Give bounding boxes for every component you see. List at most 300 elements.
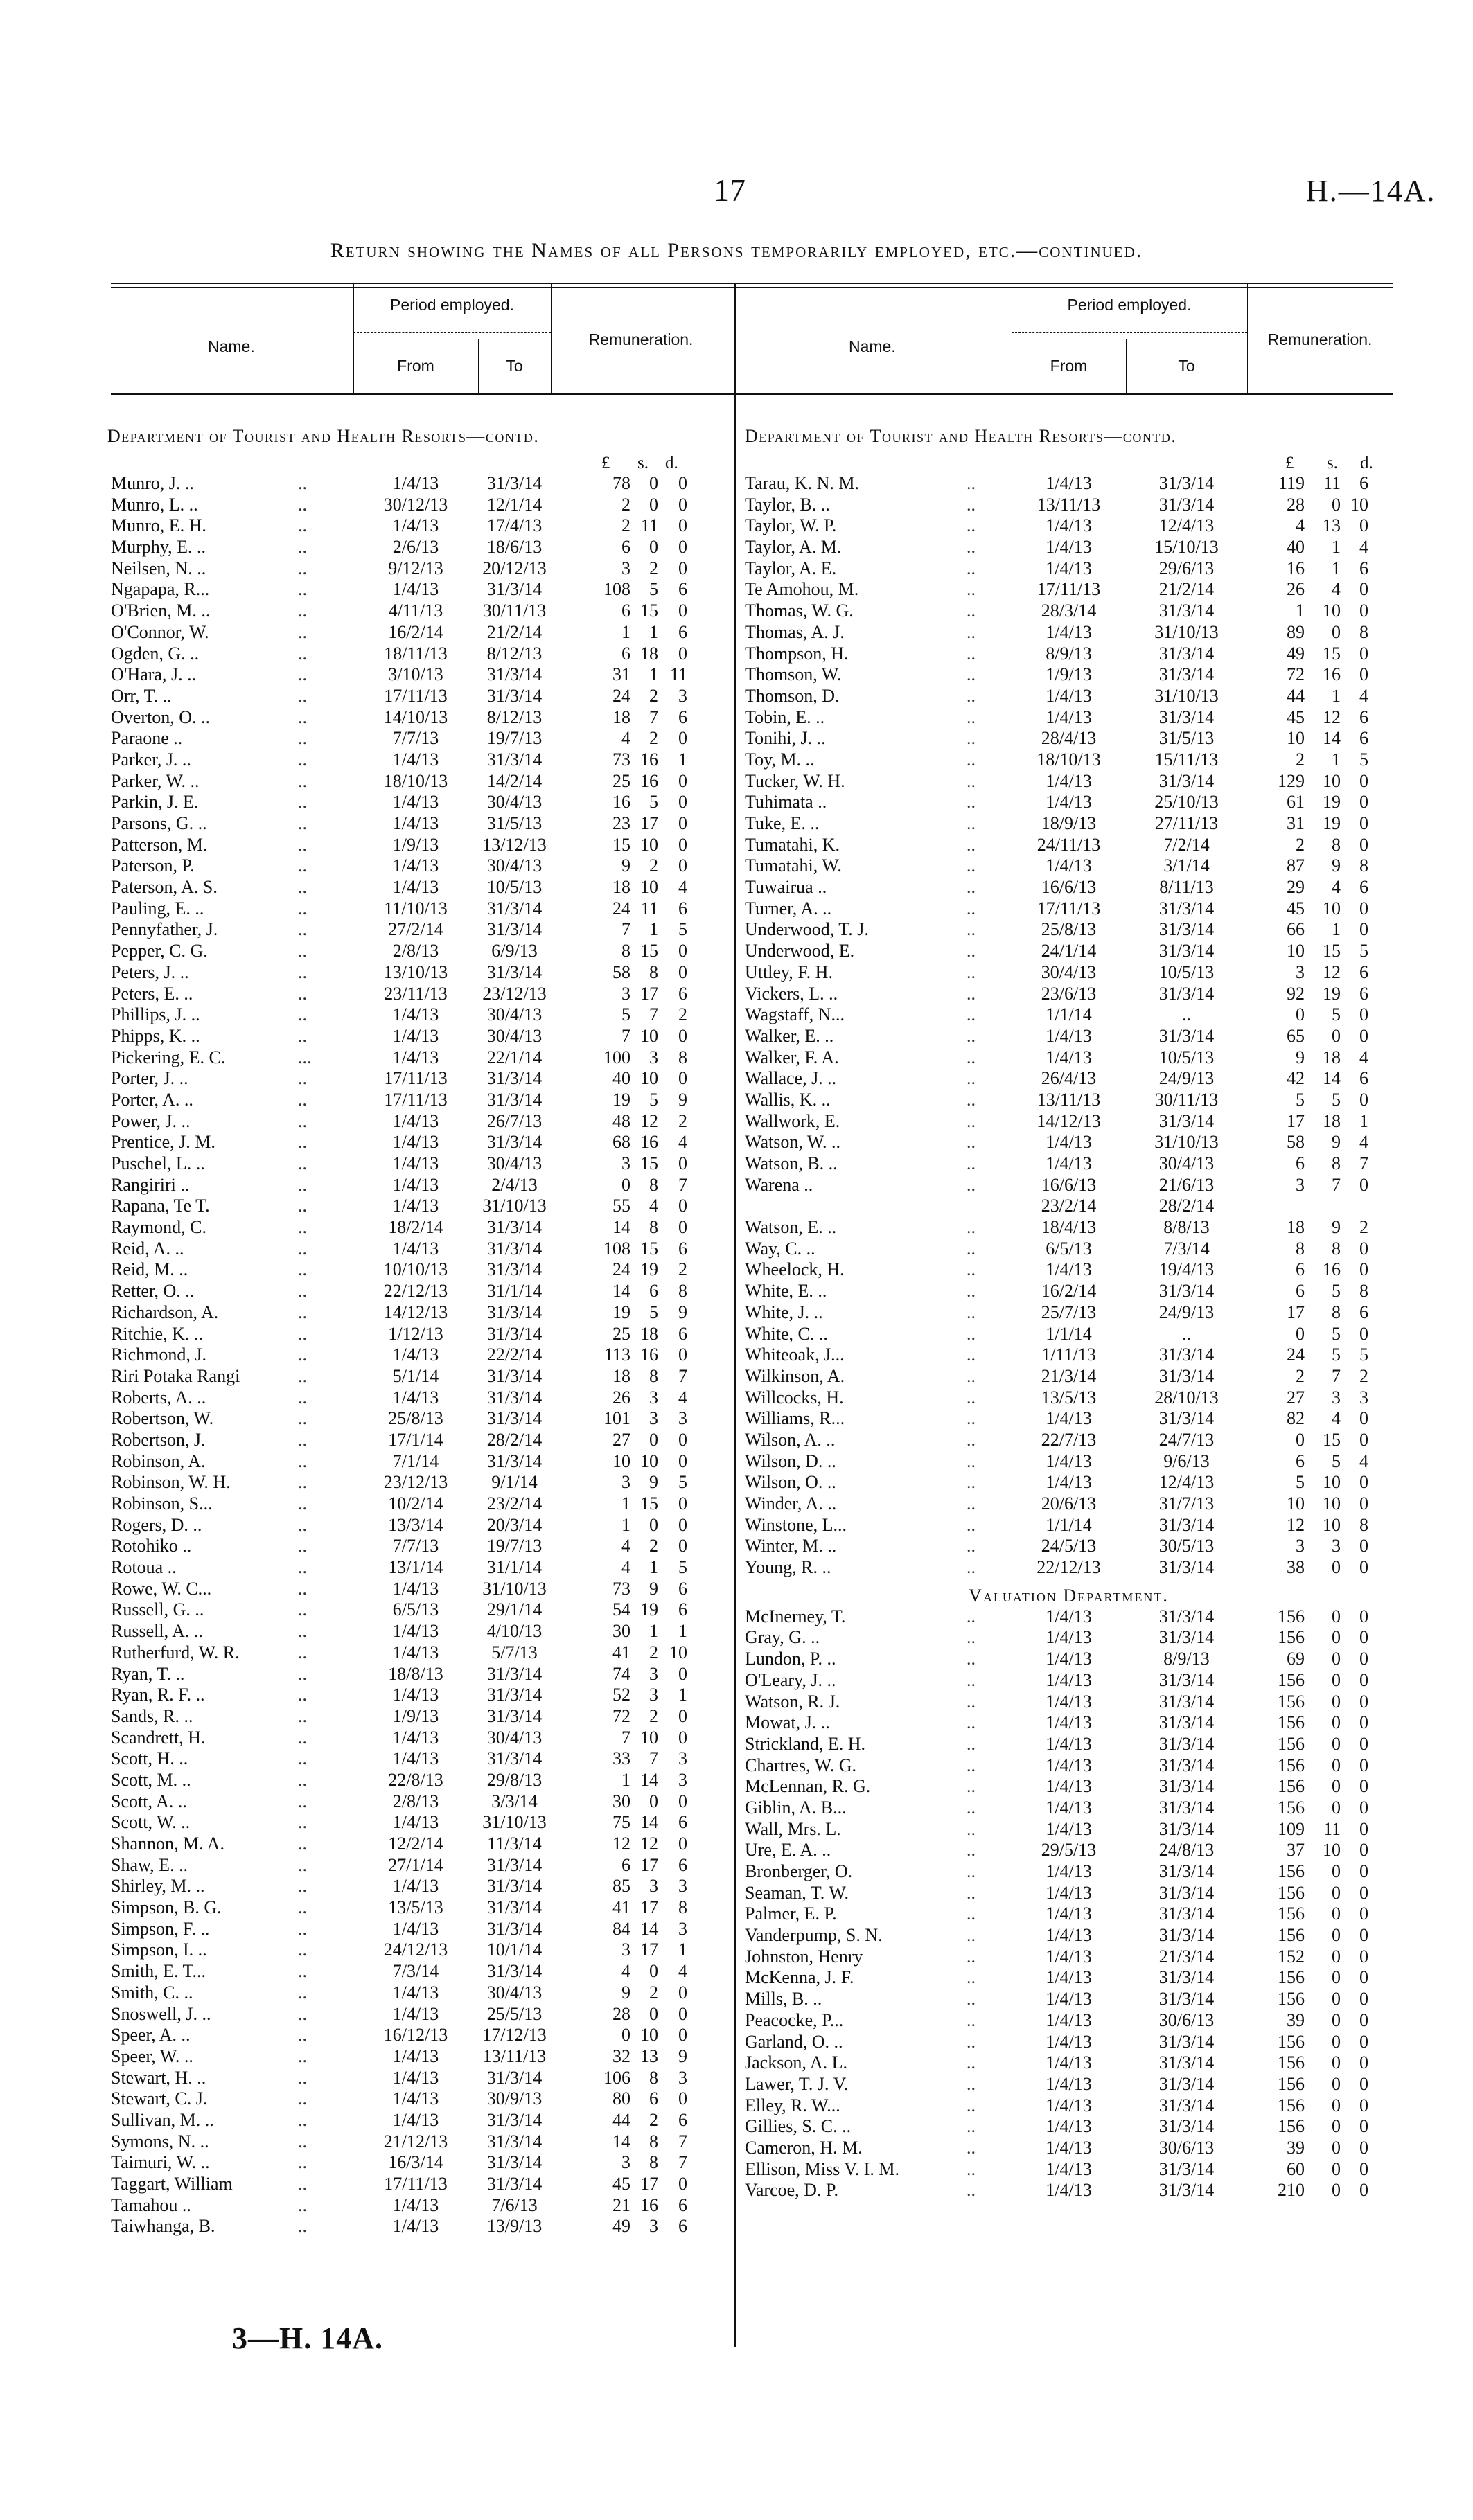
period-from: 18/2/14 bbox=[388, 1217, 443, 1238]
table-row bbox=[111, 1217, 734, 1239]
pence: 0 bbox=[1359, 1323, 1368, 1344]
pence: 0 bbox=[678, 855, 687, 876]
pence: 0 bbox=[1359, 1429, 1368, 1450]
period-from: 1/4/13 bbox=[1046, 1450, 1092, 1471]
leader-dots: .. bbox=[298, 1642, 307, 1662]
period-from: 7/3/14 bbox=[392, 1961, 439, 1982]
period-from: 8/9/13 bbox=[1046, 643, 1092, 664]
period-to: 31/3/14 bbox=[486, 1748, 543, 1769]
period-to: 31/3/14 bbox=[1158, 664, 1215, 685]
shillings: 0 bbox=[1332, 2009, 1341, 2030]
table-row bbox=[111, 2131, 734, 2153]
period-to: 31/3/14 bbox=[486, 2067, 543, 2088]
shillings: 13 bbox=[1323, 515, 1341, 536]
table-row bbox=[745, 1408, 1393, 1430]
leader-dots: .. bbox=[967, 961, 976, 982]
table-row bbox=[745, 2095, 1393, 2117]
leader-dots: .. bbox=[967, 1429, 976, 1450]
employee-name: Munro, J. .. bbox=[111, 473, 194, 493]
shillings: 19 bbox=[640, 1599, 658, 1620]
period-from: 1/4/13 bbox=[392, 813, 439, 833]
table-row bbox=[111, 1515, 734, 1536]
shillings: 17 bbox=[640, 813, 658, 833]
period-to: 31/3/14 bbox=[1158, 1904, 1215, 1924]
leader-dots: .. bbox=[967, 1068, 976, 1089]
pounds: 4 bbox=[621, 1557, 630, 1578]
employee-name: Retter, O. .. bbox=[111, 1281, 195, 1302]
shillings: 0 bbox=[1332, 1557, 1341, 1578]
employee-name: O'Brien, M. .. bbox=[111, 601, 211, 621]
employee-name: Wallace, J. .. bbox=[745, 1068, 837, 1089]
table-row bbox=[745, 1366, 1393, 1387]
period-from: 1/4/13 bbox=[1046, 1649, 1092, 1669]
table-row bbox=[111, 2088, 734, 2110]
shillings: 15 bbox=[640, 601, 658, 621]
table-row bbox=[745, 558, 1393, 580]
pence: 0 bbox=[1359, 2031, 1368, 2052]
period-from: 1/4/13 bbox=[392, 749, 439, 770]
period-to: 29/6/13 bbox=[1158, 558, 1215, 578]
table-row bbox=[745, 1755, 1393, 1777]
period-to: 31/3/14 bbox=[1158, 1514, 1215, 1535]
shillings: 0 bbox=[1332, 1669, 1341, 1690]
shillings: 3 bbox=[649, 1685, 658, 1705]
pounds: 156 bbox=[1278, 1776, 1305, 1797]
shillings: 18 bbox=[640, 643, 658, 664]
period-from: 1/4/13 bbox=[1046, 2073, 1092, 2094]
period-to: 8/9/13 bbox=[1163, 1649, 1210, 1669]
leader-dots: .. bbox=[298, 855, 307, 876]
table-row bbox=[745, 1967, 1393, 1989]
pence: 0 bbox=[1359, 1408, 1368, 1429]
period-from: 26/4/13 bbox=[1041, 1068, 1097, 1089]
employee-name: Ellison, Miss V. I. M. bbox=[745, 2158, 899, 2179]
employee-name: Rapana, Te T. bbox=[111, 1196, 210, 1216]
period-from: 24/5/13 bbox=[1041, 1536, 1097, 1556]
pence: 6 bbox=[678, 898, 687, 919]
pounds: 65 bbox=[1287, 1025, 1305, 1046]
shillings: 5 bbox=[649, 579, 658, 600]
employee-name: Lawer, T. J. V. bbox=[745, 2073, 849, 2094]
table-row bbox=[745, 1281, 1393, 1302]
period-to: 31/3/14 bbox=[486, 1323, 543, 1344]
leader-dots: .. bbox=[967, 2180, 976, 2201]
pence: 0 bbox=[1359, 1557, 1368, 1578]
leader-dots: .. bbox=[298, 643, 307, 664]
leader-dots: .. bbox=[967, 2095, 976, 2115]
pounds: 31 bbox=[612, 664, 630, 685]
pounds: 156 bbox=[1278, 1627, 1305, 1648]
table-row bbox=[111, 1812, 734, 1834]
period-from: 7/1/14 bbox=[392, 1450, 439, 1471]
leader-dots: .. bbox=[298, 2109, 307, 2130]
period-from: 13/3/14 bbox=[388, 1514, 443, 1535]
pounds: 6 bbox=[1296, 1259, 1305, 1280]
employee-name: Phillips, J. .. bbox=[111, 1004, 200, 1025]
period-from: 22/8/13 bbox=[388, 1769, 443, 1790]
period-to: 31/3/14 bbox=[486, 1259, 543, 1280]
employee-name: Wilson, O. .. bbox=[745, 1472, 836, 1493]
employee-name: Tarau, K. N. M. bbox=[745, 473, 859, 493]
table-row bbox=[745, 835, 1393, 856]
pounds: 156 bbox=[1278, 2031, 1305, 2052]
pence: 0 bbox=[1359, 1691, 1368, 1712]
period-to: 31/3/14 bbox=[486, 961, 543, 982]
shillings: 0 bbox=[649, 1514, 658, 1535]
pence: 6 bbox=[678, 983, 687, 1004]
period-to: 30/4/13 bbox=[486, 1982, 543, 2003]
period-to: 23/2/14 bbox=[486, 1493, 543, 1514]
leader-dots: .. bbox=[298, 1345, 307, 1365]
shillings: 1 bbox=[1332, 919, 1341, 940]
period-from: 10/10/13 bbox=[383, 1259, 448, 1280]
period-from: 1/4/13 bbox=[392, 1174, 439, 1195]
pence: 9 bbox=[678, 2046, 687, 2066]
employee-name: Sullivan, M. .. bbox=[111, 2109, 214, 2130]
shillings: 1 bbox=[1332, 685, 1341, 706]
employee-name: Prentice, J. M. bbox=[111, 1132, 215, 1153]
employee-name: Tobin, E. .. bbox=[745, 707, 825, 727]
employee-name: Bronberger, O. bbox=[745, 1861, 853, 1881]
shillings: 4 bbox=[649, 1196, 658, 1216]
table-row bbox=[745, 495, 1393, 516]
period-to: 24/8/13 bbox=[1158, 1840, 1215, 1861]
period-from: 1/4/13 bbox=[392, 2046, 439, 2066]
period-from: 21/3/14 bbox=[1041, 1365, 1097, 1386]
shillings: 3 bbox=[1332, 1387, 1341, 1408]
pounds: 32 bbox=[612, 2046, 630, 2066]
pence: 1 bbox=[678, 1621, 687, 1642]
period-to: 31/3/14 bbox=[1158, 473, 1215, 493]
table-row bbox=[745, 1734, 1393, 1755]
pounds: 80 bbox=[612, 2088, 630, 2109]
employee-name: Snoswell, J. .. bbox=[111, 2003, 211, 2024]
pence: 6 bbox=[1359, 473, 1368, 493]
table-row bbox=[111, 1855, 734, 1876]
leader-dots: .. bbox=[967, 1217, 976, 1238]
table-row bbox=[111, 2068, 734, 2089]
period-from: 1/4/13 bbox=[1046, 1882, 1092, 1903]
pence: 5 bbox=[1359, 1345, 1368, 1365]
pence: 0 bbox=[678, 1429, 687, 1450]
employee-name: Jackson, A. L. bbox=[745, 2052, 848, 2073]
pence: 6 bbox=[1359, 707, 1368, 727]
table-row bbox=[111, 1748, 734, 1770]
shillings: 8 bbox=[1332, 834, 1341, 855]
pounds: 45 bbox=[1287, 898, 1305, 919]
period-from: 16/3/14 bbox=[388, 2152, 443, 2173]
leader-dots: .. bbox=[967, 1238, 976, 1259]
shillings: 10 bbox=[1323, 770, 1341, 791]
table-row bbox=[745, 855, 1393, 877]
shillings: 0 bbox=[1332, 1925, 1341, 1946]
table-row bbox=[111, 1430, 734, 1451]
table-row bbox=[111, 1876, 734, 1897]
leader-dots: .. bbox=[967, 1818, 976, 1839]
shillings: 0 bbox=[1332, 1627, 1341, 1648]
pounds: 37 bbox=[1287, 1840, 1305, 1861]
pounds: 8 bbox=[1296, 1238, 1305, 1259]
leader-dots: .. bbox=[298, 1854, 307, 1875]
right-column bbox=[745, 287, 1393, 2201]
leader-dots: .. bbox=[967, 1047, 976, 1067]
leader-dots: .. bbox=[967, 1110, 976, 1131]
table-row bbox=[111, 941, 734, 962]
pence: 6 bbox=[678, 1854, 687, 1875]
pounds: 66 bbox=[1287, 919, 1305, 940]
employee-name: Scott, W. .. bbox=[111, 1812, 191, 1833]
pounds: 119 bbox=[1278, 473, 1305, 493]
shillings: 0 bbox=[649, 494, 658, 515]
leader-dots: .. bbox=[967, 643, 976, 664]
pence: 0 bbox=[1359, 1946, 1368, 1967]
leader-dots: .. bbox=[298, 1663, 307, 1684]
pounds: 75 bbox=[612, 1812, 630, 1833]
shillings: 1 bbox=[649, 919, 658, 940]
pounds: 3 bbox=[1296, 1174, 1305, 1195]
pence: 6 bbox=[678, 2109, 687, 2130]
pounds: 21 bbox=[612, 2194, 630, 2215]
period-to: 18/6/13 bbox=[486, 537, 543, 558]
shillings: 9 bbox=[1332, 855, 1341, 876]
page-footer: 3—H. 14A. bbox=[232, 2321, 383, 2355]
period-to: 31/3/14 bbox=[1158, 1606, 1215, 1626]
employee-name: Ogden, G. .. bbox=[111, 643, 200, 664]
leader-dots: .. bbox=[967, 749, 976, 770]
leader-dots: .. bbox=[298, 494, 307, 515]
period-from: 1/4/13 bbox=[1046, 2158, 1092, 2179]
period-from: 14/10/13 bbox=[383, 707, 448, 727]
period-from: 1/4/13 bbox=[392, 2088, 439, 2109]
leader-dots: .. bbox=[967, 537, 976, 558]
employee-name: Thomson, D. bbox=[745, 685, 840, 706]
shillings: 14 bbox=[1323, 728, 1341, 749]
table-row bbox=[111, 1239, 734, 1260]
table-row bbox=[745, 1132, 1393, 1153]
period-to: 26/7/13 bbox=[486, 1110, 543, 1131]
column-divider bbox=[734, 283, 736, 2347]
table-row bbox=[111, 2110, 734, 2131]
period-to: 30/4/13 bbox=[486, 1025, 543, 1046]
pence: 6 bbox=[678, 1578, 687, 1599]
pence: 6 bbox=[678, 1323, 687, 1344]
employee-name: Smith, E. T... bbox=[111, 1961, 206, 1982]
leader-dots: .. bbox=[967, 494, 976, 515]
pounds: 14 bbox=[612, 2131, 630, 2151]
leader-dots: .. bbox=[967, 1472, 976, 1493]
period-to: 8/12/13 bbox=[486, 707, 543, 727]
pence: 0 bbox=[1359, 1025, 1368, 1046]
shillings: 1 bbox=[649, 621, 658, 642]
table-row bbox=[745, 877, 1393, 898]
employee-name: Overton, O. .. bbox=[111, 707, 210, 727]
pounds: 38 bbox=[1287, 1557, 1305, 1578]
shillings: 10 bbox=[1323, 898, 1341, 919]
table-row bbox=[745, 1840, 1393, 1861]
pounds: 0 bbox=[1296, 1323, 1305, 1344]
employee-name: Richmond, J. bbox=[111, 1345, 206, 1365]
period-to: 31/3/14 bbox=[486, 749, 543, 770]
period-from: 13/1/14 bbox=[388, 1557, 443, 1578]
table-row bbox=[745, 515, 1393, 537]
employee-name: Paterson, A. S. bbox=[111, 877, 218, 898]
leader-dots: .. bbox=[967, 664, 976, 685]
pounds: 72 bbox=[612, 1705, 630, 1726]
employee-name: Parker, W. .. bbox=[111, 770, 200, 791]
shillings: 10 bbox=[1323, 1493, 1341, 1514]
period-from: 24/11/13 bbox=[1037, 834, 1101, 855]
pounds: 106 bbox=[603, 2067, 630, 2088]
table-row bbox=[111, 686, 734, 707]
shillings: 8 bbox=[1332, 1238, 1341, 1259]
pence: 0 bbox=[678, 1834, 687, 1854]
period-to: 7/2/14 bbox=[1163, 834, 1210, 855]
table-row bbox=[111, 1068, 734, 1090]
period-from: 1/4/13 bbox=[1046, 1259, 1092, 1280]
pence: 7 bbox=[678, 2152, 687, 2173]
period-from: 23/11/13 bbox=[384, 983, 448, 1004]
right-column-header bbox=[745, 287, 1393, 405]
leader-dots: .. bbox=[298, 2088, 307, 2109]
period-from: 17/11/13 bbox=[384, 1089, 448, 1110]
pence: 0 bbox=[1359, 2137, 1368, 2158]
leader-dots: .. bbox=[967, 1174, 976, 1195]
shillings: 0 bbox=[1332, 2137, 1341, 2158]
table-row bbox=[111, 473, 734, 495]
employee-name: Taylor, A. E. bbox=[745, 558, 837, 578]
period-from: 1/4/13 bbox=[1046, 515, 1092, 536]
leader-dots: .. bbox=[967, 1649, 976, 1669]
employee-name: Chartres, W. G. bbox=[745, 1755, 857, 1775]
shillings: 16 bbox=[640, 2194, 658, 2215]
table-row bbox=[111, 898, 734, 920]
leader-dots: .. bbox=[967, 1691, 976, 1712]
period-from: 1/4/13 bbox=[392, 1132, 439, 1153]
table-row bbox=[111, 1111, 734, 1133]
period-from: 22/12/13 bbox=[1037, 1557, 1101, 1578]
period-from: 1/4/13 bbox=[1046, 537, 1092, 558]
table-row bbox=[745, 1239, 1393, 1260]
shillings: 8 bbox=[649, 2131, 658, 2151]
employee-name: Reid, M. .. bbox=[111, 1259, 188, 1280]
shillings: 14 bbox=[1323, 1068, 1341, 1089]
period-from: 13/5/13 bbox=[1041, 1387, 1097, 1408]
period-from: 1/4/13 bbox=[392, 1685, 439, 1705]
period-from: 1/4/13 bbox=[392, 2003, 439, 2024]
table-row bbox=[111, 962, 734, 984]
pounds: 156 bbox=[1278, 1882, 1305, 1903]
period-to: 7/3/14 bbox=[1163, 1238, 1210, 1259]
leader-dots: .. bbox=[298, 1196, 307, 1216]
period-from: 22/7/13 bbox=[1041, 1429, 1097, 1450]
period-to: 12/4/13 bbox=[1158, 1472, 1215, 1493]
period-from: 18/10/13 bbox=[383, 770, 448, 791]
pence: 0 bbox=[1359, 1989, 1368, 2009]
leader-dots: .. bbox=[967, 1946, 976, 1967]
period-from: 1/4/13 bbox=[392, 1812, 439, 1833]
shillings: 1 bbox=[1332, 537, 1341, 558]
leader-dots: .. bbox=[298, 983, 307, 1004]
period-to: 31/10/13 bbox=[1154, 621, 1219, 642]
pence: 0 bbox=[678, 601, 687, 621]
period-to: 31/5/13 bbox=[486, 813, 543, 833]
period-to: 31/3/14 bbox=[1158, 1967, 1215, 1988]
pounds: 156 bbox=[1278, 1712, 1305, 1733]
shillings: 0 bbox=[1332, 2116, 1341, 2137]
shillings: 10 bbox=[1323, 601, 1341, 621]
pounds: 31 bbox=[1287, 813, 1305, 833]
pence: 0 bbox=[1359, 1259, 1368, 1280]
employee-name: Robinson, A. bbox=[111, 1450, 206, 1471]
employee-name: Winter, M. .. bbox=[745, 1536, 837, 1556]
pence: 8 bbox=[678, 1897, 687, 1918]
period-from: 3/10/13 bbox=[388, 664, 443, 685]
pence: 5 bbox=[678, 1472, 687, 1493]
period-to: 21/2/14 bbox=[1158, 579, 1215, 600]
period-from: 1/4/13 bbox=[392, 1047, 439, 1067]
period-from: 1/4/13 bbox=[392, 1727, 439, 1748]
shillings: 11 bbox=[640, 515, 658, 536]
pence: 5 bbox=[678, 919, 687, 940]
leader-dots: .. bbox=[298, 1621, 307, 1642]
period-to: 31/3/14 bbox=[486, 2109, 543, 2130]
pounds: 4 bbox=[621, 728, 630, 749]
period-to: 31/3/14 bbox=[486, 1918, 543, 1939]
pence: 0 bbox=[1359, 1174, 1368, 1195]
period-from: 24/12/13 bbox=[383, 1940, 448, 1960]
table-row bbox=[745, 622, 1393, 644]
period-to: 31/3/14 bbox=[1158, 643, 1215, 664]
pence: 0 bbox=[678, 1514, 687, 1535]
shillings: 0 bbox=[649, 1429, 658, 1450]
leader-dots: .. bbox=[967, 2073, 976, 2094]
pounds: 18 bbox=[612, 707, 630, 727]
pence: 6 bbox=[678, 707, 687, 727]
period-from: 30/4/13 bbox=[1041, 961, 1097, 982]
period-from: 12/2/14 bbox=[388, 1834, 443, 1854]
employee-name: Warena .. bbox=[745, 1174, 813, 1195]
leader-dots: .. bbox=[967, 1408, 976, 1429]
period-from: 14/12/13 bbox=[1037, 1110, 1101, 1131]
period-to: 31/3/14 bbox=[1158, 1345, 1215, 1365]
period-from: 1/12/13 bbox=[388, 1323, 443, 1344]
period-to: 31/3/14 bbox=[486, 1450, 543, 1471]
period-from: 1/4/13 bbox=[392, 1578, 439, 1599]
pence: 7 bbox=[678, 1365, 687, 1386]
table-row bbox=[111, 2025, 734, 2046]
period-to: 28/2/14 bbox=[1158, 1196, 1215, 1216]
leader-dots: .. bbox=[298, 2194, 307, 2215]
period-to: 31/3/14 bbox=[1158, 2052, 1215, 2073]
pence: 6 bbox=[678, 1238, 687, 1259]
employee-name: Patterson, M. bbox=[111, 834, 208, 855]
left-column bbox=[107, 287, 734, 2237]
pence: 6 bbox=[678, 2194, 687, 2215]
pounds: 4 bbox=[1296, 515, 1305, 536]
table-row bbox=[111, 877, 734, 898]
leader-dots: .. bbox=[298, 1387, 307, 1408]
pence: 6 bbox=[1359, 1302, 1368, 1322]
employee-name: Sands, R. .. bbox=[111, 1705, 193, 1726]
pence: 0 bbox=[1359, 834, 1368, 855]
employee-name: Underwood, E. bbox=[745, 941, 855, 961]
employee-name: Murphy, E. .. bbox=[111, 537, 206, 558]
shillings: 16 bbox=[640, 770, 658, 791]
shillings: 2 bbox=[649, 1536, 658, 1556]
shillings: 7 bbox=[1332, 1174, 1341, 1195]
leader-dots: .. bbox=[967, 579, 976, 600]
period-from: 1/9/13 bbox=[392, 834, 439, 855]
